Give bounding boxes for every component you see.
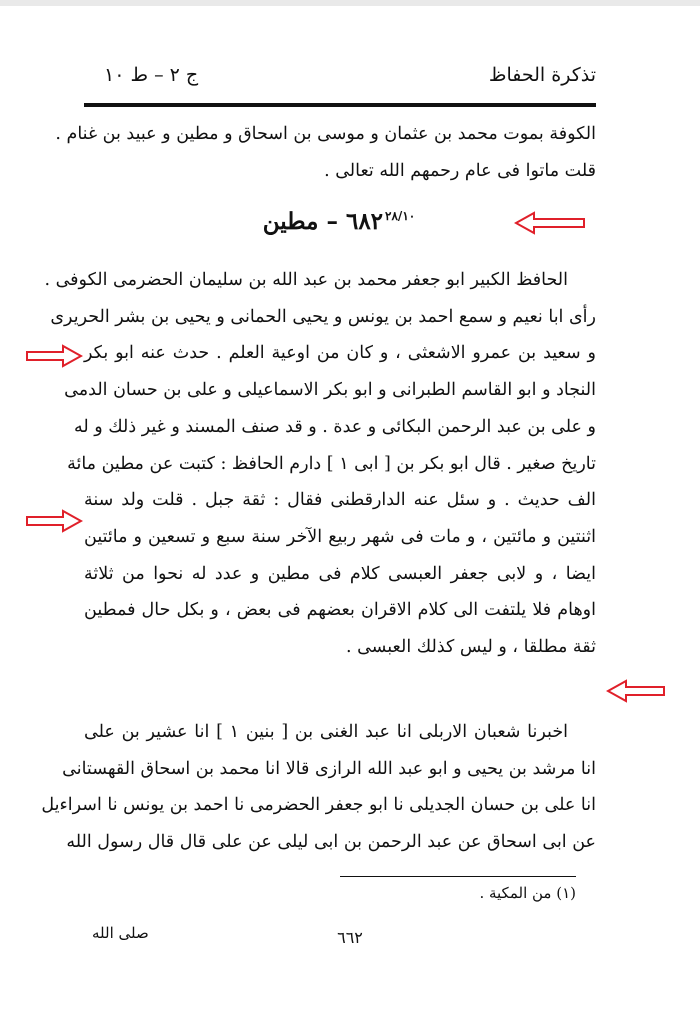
fraction-bottom: ١٠ — [402, 209, 416, 224]
text-line: انا على بن حسان الجديلى نا ابو جعفر الحضرمى نا احمد بن يونس نا اسراءيل — [41, 795, 596, 816]
text-line: قلت ماتوا فى عام رحمهم الله تعالى . — [324, 160, 596, 181]
text-line: اوهام فلا يلتفت الى كلام الاقران بعضهم فى بعض ، و بكل حال فمطين — [84, 600, 596, 621]
text-line: رأى ابا نعيم و سمع احمد بن يونس و يحيى الحمانى و يحيى بن بشر الحريرى — [50, 306, 596, 327]
right-arrow-icon — [25, 344, 83, 368]
footnote-rule — [340, 876, 576, 877]
right-arrow-icon — [25, 509, 83, 533]
text-line: عن ابى اسحاق عن عبد الرحمن بن ابى ليلى عن على قال قال رسول الله — [66, 832, 596, 853]
volume-page-reference: ج ٢ – ط ١٠ — [104, 64, 199, 86]
text-line: انا مرشد بن يحيى و ابو عبد الله الرازى قالا انا محمد بن اسحاق القهستانى — [62, 758, 596, 779]
text-line: الف حديث . و سئل عنه الدارقطنى فقال : ثقة جبل . قلت ولد سنة — [84, 490, 596, 511]
arrow-outline — [27, 511, 81, 531]
entry-name: – مطين — [262, 208, 338, 235]
page-number: ٦٦٢ — [337, 928, 363, 947]
text-line: اخبرنا شعبان الاربلى انا عبد الغنى بن [ بنين ١ ] انا عشير بن على — [84, 722, 568, 742]
scan-edge — [0, 0, 700, 6]
entry-number: ٦٨٢ — [345, 208, 384, 235]
text-line: الكوفة بموت محمد بن عثمان و موسى بن اسحاق و مطين و عبيد بن غنام . — [55, 124, 596, 144]
text-line: اثنتين و مائتين ، و مات فى شهر ربيع الآخر سنة سبع و تسعين و مائتين — [84, 526, 596, 547]
text-line: و سعيد بن عمرو الاشعثى ، و كان من اوعية العلم . حدث عنه ابو بكر — [84, 343, 596, 364]
arrow-outline — [516, 213, 584, 233]
left-arrow-icon — [606, 679, 668, 703]
text-line: تاريخ صغير . قال ابو بكر بن [ ابى ١ ] دارم الحافظ : كتبت عن مطين مائة — [67, 453, 596, 474]
isnad-paragraph — [41, 714, 596, 861]
catchword: صلى الله — [92, 924, 149, 942]
footnote: (١) من المكية . — [479, 884, 576, 902]
fraction-top: ٢٨ — [385, 209, 398, 224]
text-line: النجاد و ابو القاسم الطبرانى و ابو بكر الاسماعيلى و على بن حسان الدمى — [64, 380, 596, 401]
text-line: ثقة مطلقا ، و ليس كذلك العبسى . — [345, 637, 596, 658]
text-line: الحافظ الكبير ابو جعفر محمد بن عبد الله بن سليمان الحضرمى الكوفى . — [44, 270, 568, 290]
text-line: ايضا ، و لابى جعفر العبسى كلام فى مطين و عدد له نحوا من ثلاثة — [84, 563, 596, 584]
header-rule — [84, 103, 596, 107]
entry-fraction: ٢٨/١٠ — [385, 209, 416, 224]
book-title: تذكرة الحفاظ — [488, 64, 596, 86]
running-header — [84, 62, 596, 92]
arrow-outline — [608, 681, 664, 701]
text-line: و على بن عبد الرحمن البكائى و عدة . و قد صنف المسند و غير ذلك و له — [73, 416, 596, 437]
intro-paragraph — [55, 116, 596, 189]
arrow-outline — [27, 346, 81, 366]
left-arrow-icon — [514, 210, 588, 236]
biography-paragraph — [44, 262, 596, 666]
